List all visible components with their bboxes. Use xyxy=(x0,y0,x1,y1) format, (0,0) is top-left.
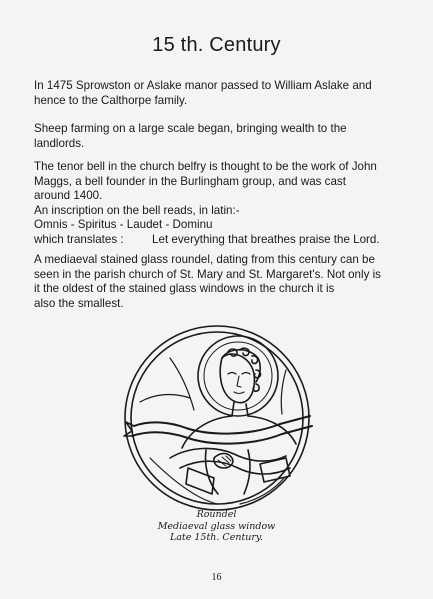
figure-caption xyxy=(0,509,433,544)
text-line: In 1475 Sprowston or Aslake manor passed to William Aslake and xyxy=(34,79,372,92)
paragraph-roundel xyxy=(34,253,404,311)
translation-text: Let everything that breathes praise the Lord. xyxy=(152,232,380,246)
text-line: Omnis - Spiritus - Laudet - Dominu xyxy=(34,218,213,231)
translation-label: which translates : xyxy=(34,232,124,246)
translation-line xyxy=(34,233,404,248)
text-line: A mediaeval stained glass roundel, dating from this century can be xyxy=(34,253,375,266)
text-line: also the smallest. xyxy=(34,296,124,310)
paragraph-tenor-bell xyxy=(34,160,404,247)
text-line: hence to the Calthorpe family. xyxy=(34,93,188,107)
text-line: Sheep farming on a large scale began, bringing wealth to the xyxy=(34,122,347,135)
roundel-outer-ring xyxy=(125,326,309,510)
text-line: landlords. xyxy=(34,136,85,150)
caption-line: Late 15th. Century. xyxy=(169,532,264,543)
text-line: it the oldest of the stained glass windows in the church it is xyxy=(34,282,335,295)
text-line: seen in the parish church of St. Mary and St. Margaret's. Not only is xyxy=(34,267,381,281)
paragraph-manor xyxy=(34,79,404,108)
caption-line: Roundel xyxy=(196,509,237,520)
page-number: 16 xyxy=(211,572,222,583)
paragraph-sheep-farming xyxy=(34,122,404,151)
page-title: 15 th. Century xyxy=(152,34,281,56)
text-line: An inscription on the bell reads, in latin:- xyxy=(34,203,240,217)
text-line: around 1400. xyxy=(34,189,103,202)
roundel-illustration xyxy=(110,318,324,514)
caption-line: Mediaeval glass window xyxy=(157,520,276,532)
text-line: The tenor bell in the church belfry is thought to be the work of John xyxy=(34,160,377,173)
face xyxy=(220,354,254,403)
text-line: Maggs, a bell founder in the Burlingham group, and was cast xyxy=(34,174,346,188)
halo xyxy=(198,336,278,416)
